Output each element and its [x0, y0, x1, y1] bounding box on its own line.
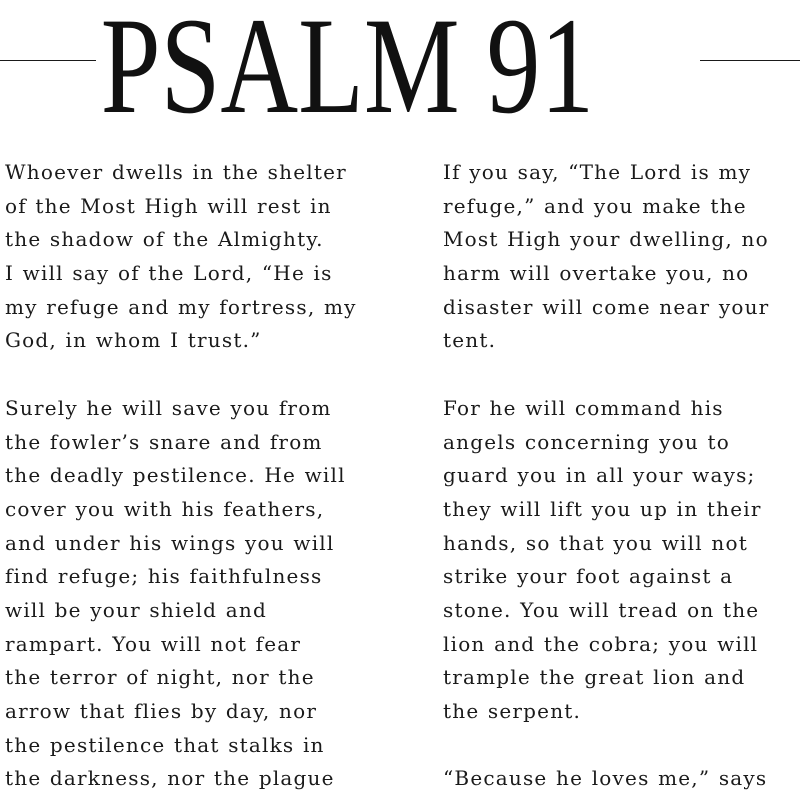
text-line: my refuge and my fortress, my — [5, 294, 357, 319]
text-line: the deadly pestilence. He will — [5, 463, 346, 488]
right-column — [443, 156, 800, 796]
text-line: the pestilence that stalks in — [5, 732, 325, 757]
left-paragraph-1 — [5, 156, 405, 358]
text-line: stone. You will tread on the — [443, 597, 760, 622]
left-paragraph-2 — [5, 392, 405, 796]
text-line: will be your shield and — [5, 597, 267, 622]
right-paragraph-1 — [443, 156, 800, 358]
text-line: find refuge; his faithfulness — [5, 564, 323, 589]
text-line: harm will overtake you, no — [443, 261, 750, 286]
text-line: strike your foot against a — [443, 564, 734, 589]
right-paragraph-3 — [443, 762, 800, 796]
text-line: of the Most High will rest in — [5, 193, 332, 218]
right-paragraph-2 — [443, 392, 800, 729]
text-line: For he will command his — [443, 395, 724, 420]
text-line: God, in whom I trust.” — [5, 328, 262, 353]
text-line: hands, so that you will not — [443, 530, 748, 555]
page-title: PSALM 91 — [96, 6, 591, 126]
title-rule-right — [700, 60, 800, 61]
text-line: the terror of night, nor the — [5, 665, 315, 690]
text-line: disaster will come near your — [443, 294, 770, 319]
text-line: angels concerning you to — [443, 429, 730, 454]
text-line: lion and the cobra; you will — [443, 631, 759, 656]
text-line: they will lift you up in their — [443, 496, 762, 521]
text-line: the shadow of the Almighty. — [5, 227, 324, 252]
paragraph-gap — [5, 358, 405, 392]
text-line: guard you in all your ways; — [443, 463, 756, 488]
text-line: and under his wings you will — [5, 530, 335, 555]
text-line: the fowler’s snare and from — [5, 429, 323, 454]
paragraph-gap — [443, 358, 800, 392]
title-band — [0, 0, 800, 142]
text-line: the serpent. — [443, 699, 582, 723]
text-line: Most High your dwelling, no — [443, 227, 769, 252]
text-line: the darkness, nor the plague — [5, 766, 335, 791]
text-line: Whoever dwells in the shelter — [5, 160, 347, 184]
text-line: trample the great lion and — [443, 665, 746, 690]
text-line: refuge,” and you make the — [443, 193, 747, 218]
text-line: If you say, “The Lord is my — [443, 160, 752, 184]
text-line: I will say of the Lord, “He is — [5, 261, 333, 286]
text-line: rampart. You will not fear — [5, 631, 302, 656]
text-line: “Because he loves me,” says — [443, 766, 768, 791]
left-column — [5, 156, 405, 796]
paragraph-gap — [443, 729, 800, 763]
text-line: Surely he will save you from — [5, 395, 332, 420]
text-line: arrow that flies by day, nor — [5, 699, 318, 723]
text-line: tent. — [443, 328, 497, 353]
text-line: cover you with his feathers, — [5, 496, 325, 521]
